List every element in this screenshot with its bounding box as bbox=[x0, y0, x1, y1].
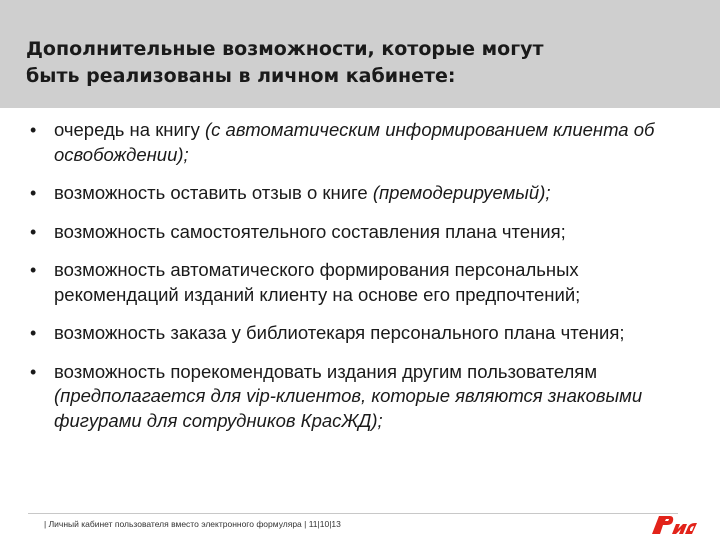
footer-divider bbox=[28, 513, 678, 514]
bullet-item bbox=[0, 118, 720, 167]
bullet-item bbox=[0, 258, 720, 307]
bullet-marker: • bbox=[30, 120, 37, 140]
bullet-text: возможность автоматического формирования персональных рекомендаций изданий клиенту на основе его предпочтений; bbox=[54, 259, 581, 305]
bullet-marker: • bbox=[30, 361, 37, 382]
bullet-note: (с автоматическим информированием клиента об освобождении); bbox=[54, 119, 655, 165]
bullet-list bbox=[0, 118, 720, 447]
rzd-logo-icon bbox=[650, 510, 698, 536]
slide-title: Дополнительные возможности, которые могут быть реализованы в личном кабинете: bbox=[26, 38, 544, 87]
bullet-text: очередь на книгу bbox=[54, 119, 205, 140]
bullet-note: (премодерируемый); bbox=[372, 182, 551, 203]
bullet-item bbox=[0, 181, 720, 206]
bullet-item bbox=[0, 360, 720, 434]
bullet-text: возможность оставить отзыв о книге bbox=[54, 182, 373, 203]
bullet-marker: • bbox=[30, 221, 37, 242]
bullet-marker: • bbox=[30, 183, 37, 203]
slide-footer: | Личный кабинет пользователя вместо электронного формуляра | 11|10|13 bbox=[44, 519, 341, 529]
bullet-text: возможность заказа у библиотекаря персонального плана чтения; bbox=[54, 322, 625, 343]
bullet-marker: • bbox=[30, 260, 37, 280]
bullet-text: возможность порекомендовать издания другим пользователям bbox=[54, 360, 598, 382]
bullet-item bbox=[0, 220, 720, 245]
bullet-item bbox=[0, 321, 720, 346]
bullet-note: (предполагается для vip-клиентов, которые являются знаковыми фигурами для сотрудников КрасЖД); bbox=[54, 385, 643, 431]
bullet-text: возможность самостоятельного составления плана чтения; bbox=[54, 220, 566, 242]
bullet-marker: • bbox=[30, 323, 37, 343]
